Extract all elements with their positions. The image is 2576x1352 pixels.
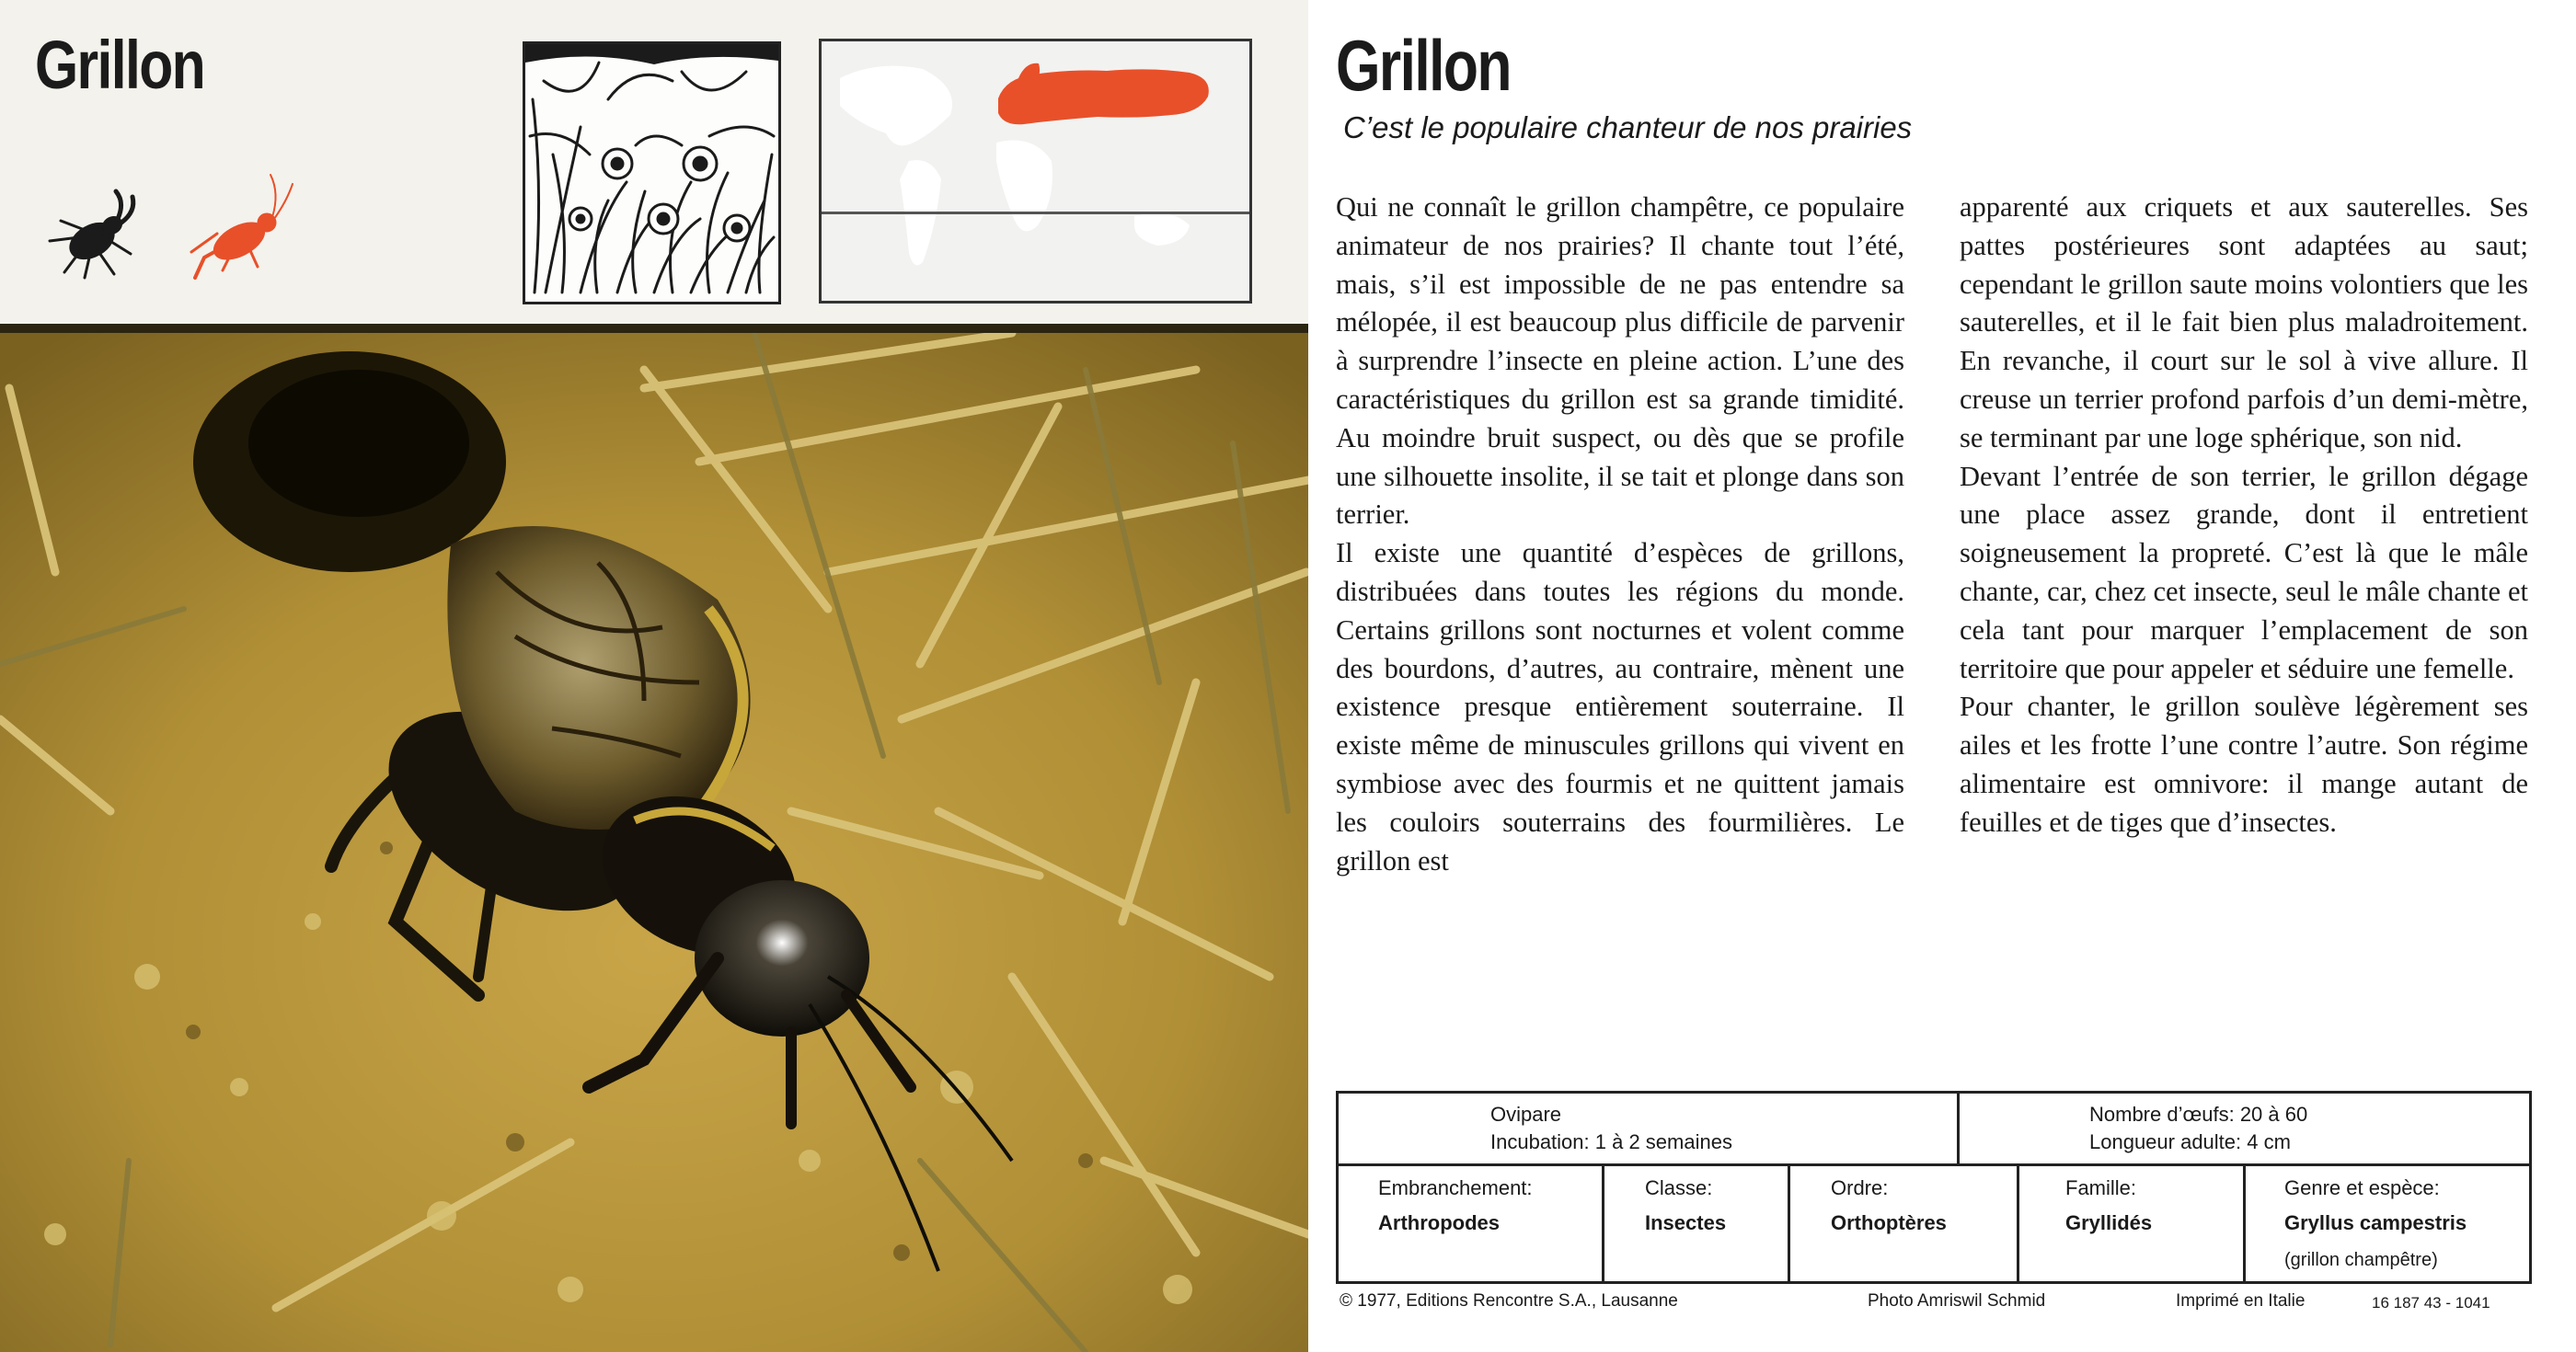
text-column-right	[1960, 189, 2528, 842]
cricket-icon	[184, 156, 304, 285]
cricket-photo	[0, 333, 1308, 1352]
facts-row-taxonomy	[1339, 1163, 2529, 1284]
card-header	[0, 0, 1308, 329]
value: Orthoptères	[1831, 1211, 1947, 1234]
value-note: (grillon champêtre)	[2284, 1250, 2438, 1270]
ovipare-text: Ovipare	[1490, 1103, 1562, 1126]
card-code: 16 187 43 - 1041	[2372, 1294, 2490, 1312]
facts-row-top	[1339, 1094, 2529, 1166]
card-title: Grillon	[35, 27, 205, 103]
value: Gryllidés	[2065, 1211, 2153, 1234]
incubation-text: Incubation: 1 à 2 semaines	[1490, 1130, 1732, 1153]
cell-embranchement	[1339, 1163, 1604, 1284]
cell-genre	[2246, 1163, 2529, 1284]
paragraph: Il existe une quantité d’espèces de grillons, distribuées dans toutes les régions du monde. Certains grillons sont nocturnes et volent comme des bourdons, d’autres, au contraire, mènent une existence presque entièrement souterraine. Il existe même de minuscules grillons qui vivent en symbiose avec des fourmis et ne quittent jamais les couloirs souterrains des fourmilières. Le grillon est	[1336, 537, 1904, 877]
world-map	[819, 39, 1252, 304]
cell-classe	[1604, 1163, 1790, 1284]
label: Famille:	[2065, 1176, 2137, 1199]
label: Embranchement:	[1378, 1176, 1533, 1199]
value: Gryllus campestris	[2284, 1211, 2467, 1234]
paragraph: apparenté aux criquets et aux sauterelles. Ses pattes postérieures sont adaptées au saut; cependant le grillon saute moins volontiers que les sauterelles, et il le fait bien plus maladroitement. En revanche, il court sur le sol à vive allure. Il creuse un terrier profond parfois d’un demi-mètre, se terminant par une loge sphérique, son nid.	[1960, 191, 2528, 453]
paragraph: Pour chanter, le grillon soulève légèrement ses ailes et les frotte l’une contre l’autre. Son régime alimentaire est omnivore: il mange autant de feuilles et de tiges que d’insectes.	[1960, 691, 2528, 838]
copyright-text: © 1977, Editions Rencontre S.A., Lausanne	[1340, 1291, 1678, 1311]
value: Arthropodes	[1378, 1211, 1500, 1234]
label: Genre et espèce:	[2284, 1176, 2440, 1199]
label: Ordre:	[1831, 1176, 1889, 1199]
header-divider	[0, 324, 1308, 333]
paragraph: Devant l’entrée de son terrier, le grillon dégage une place assez grande, dont il entretient soigneusement la propreté. C’est là que le mâle chante, car, chez cet insecte, seul le mâle chante et cela tant pour marquer l’emplacement de son territoire que pour appeler et séduire une femelle.	[1960, 460, 2528, 684]
text-column-left	[1336, 189, 1904, 880]
length-text: Longueur adulte: 4 cm	[2089, 1130, 2291, 1153]
habitat-illustration	[523, 41, 781, 304]
paragraph: Qui ne connaît le grillon champêtre, ce populaire animateur de nos prairies? Il chante tout l’été, mais, s’il est impossible de ne pas entendre sa mélopée, il est beaucoup plus difficile de parvenir à surprendre l’insecte en pleine action. L’une des caractéristiques du grillon est sa grande timidité. Au moindre bruit suspect, ou dès que se profile une silhouette insolite, il se tait et plonge dans son terrier.	[1336, 191, 1904, 531]
right-card	[1325, 0, 2576, 1352]
photo-credit: Photo Amriswil Schmid	[1868, 1291, 2046, 1311]
cell-ordre	[1790, 1163, 2019, 1284]
value: Insectes	[1645, 1211, 1727, 1234]
eggs-text: Nombre d’œufs: 20 à 60	[2089, 1103, 2308, 1126]
column-divider	[1957, 1094, 1960, 1163]
article-title: Grillon	[1336, 25, 1511, 106]
cell-famille	[2019, 1163, 2246, 1284]
printed-in: Imprimé en Italie	[2176, 1291, 2306, 1311]
label: Classe:	[1645, 1176, 1713, 1199]
beetle-icon	[37, 184, 156, 285]
facts-table	[1336, 1091, 2532, 1284]
article-subtitle: C’est le populaire chanteur de nos prairies	[1343, 110, 1913, 144]
